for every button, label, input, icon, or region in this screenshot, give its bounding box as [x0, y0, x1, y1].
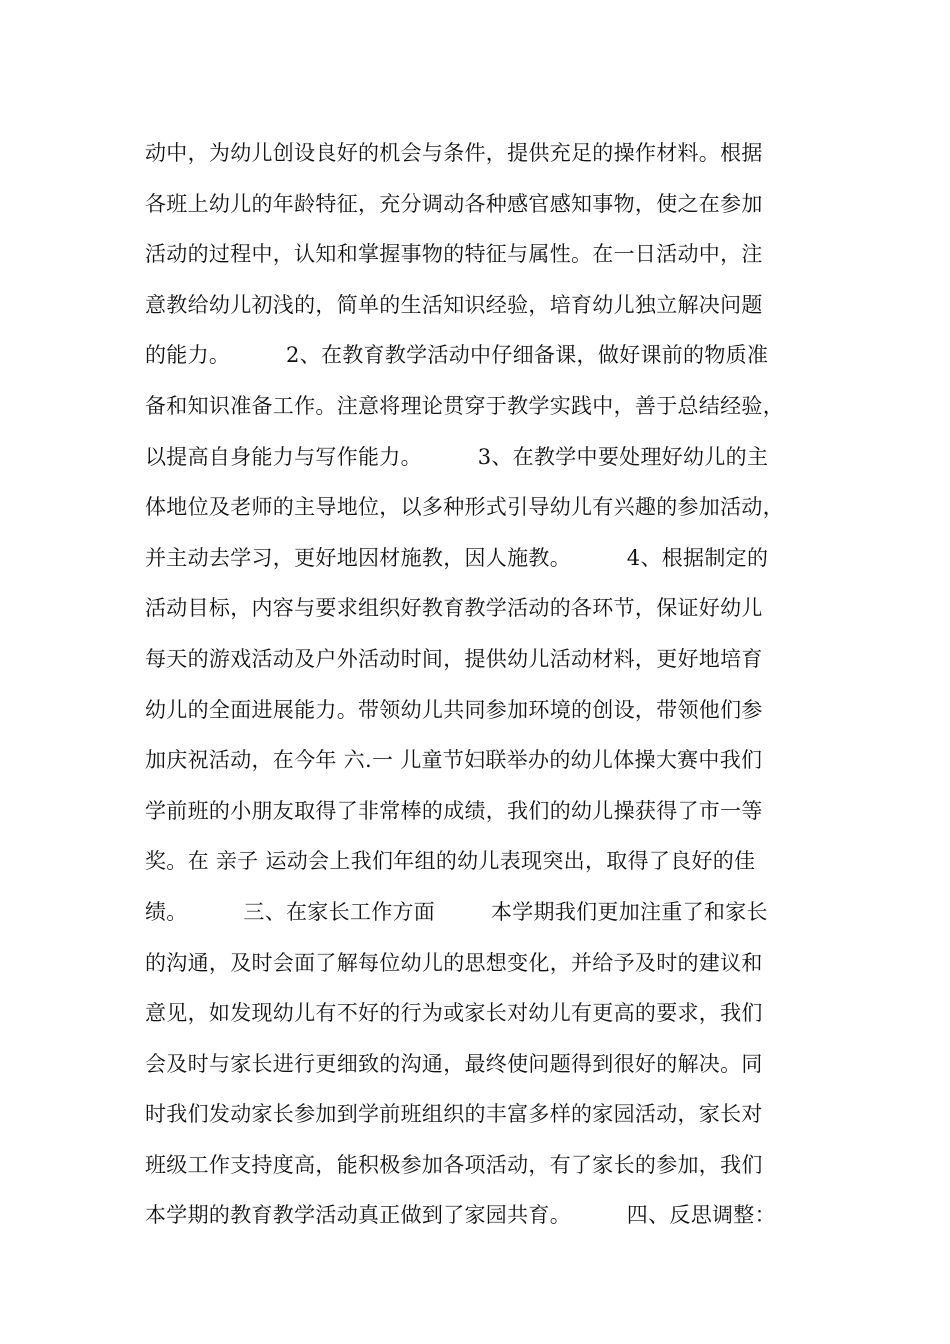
- text-line: 意教给幼儿初浅的，简单的生活知识经验，培育幼儿独立解决问题: [145, 292, 763, 317]
- text-line: 幼儿的全面进展能力。带领幼儿共同参加环境的创设，带领他们参: [145, 697, 763, 722]
- text-line: 活动的过程中，认知和掌握事物的特征与属性。在一日活动中，注: [145, 242, 763, 267]
- text-line: 的沟通，及时会面了解每位幼儿的思想变化，并给予及时的建议和: [145, 950, 763, 975]
- text-line: 并主动去学习，更好地因材施教，因人施教。 4、根据制定的: [145, 545, 769, 570]
- text-line: 意见，如发现幼儿有不好的行为或家长对幼儿有更高的要求，我们: [145, 1001, 763, 1026]
- text-line: 学前班的小朋友取得了非常棒的成绩，我们的幼儿操获得了市一等: [145, 798, 763, 823]
- text-line: 绩。 三、在家长工作方面 本学期我们更加注重了和家长: [145, 899, 768, 924]
- text-line: 的能力。 2、在教育教学活动中仔细备课，做好课前的物质准: [145, 343, 769, 368]
- text-line: 动中，为幼儿创设良好的机会与条件，提供充足的操作材料。根据: [145, 141, 763, 165]
- text-line: 活动目标，内容与要求组织好教育教学活动的各环节，保证好幼儿: [145, 596, 763, 621]
- text-line: 加庆祝活动，在今年 六.一 儿童节妇联举办的幼儿体操大赛中我们: [145, 748, 763, 773]
- text-line: 班级工作支持度高，能积极参加各项活动，有了家长的参加，我们: [145, 1152, 763, 1177]
- text-line: 时我们发动家长参加到学前班组织的丰富多样的家园活动，家长对: [145, 1102, 763, 1127]
- text-line: 每天的游戏活动及户外活动时间，提供幼儿活动材料，更好地培育: [145, 646, 763, 671]
- text-line: 体地位及老师的主导地位，以多种形式引导幼儿有兴趣的参加活动，: [145, 495, 784, 520]
- document-body: [145, 128, 825, 1241]
- text-line: 各班上幼儿的年龄特征，充分调动各种感官感知事物，使之在参加: [145, 191, 763, 216]
- text-line: 备和知识准备工作。注意将理论贯穿于教学实践中，善于总结经验，: [145, 393, 784, 418]
- text-line: 奖。在 亲子 运动会上我们年组的幼儿表现突出，取得了良好的佳: [145, 849, 756, 874]
- text-line: 本学期的教育教学活动真正做到了家园共育。 四、反思调整：: [145, 1203, 776, 1228]
- text-line: 会及时与家长进行更细致的沟通，最终使问题得到很好的解决。同: [145, 1051, 763, 1076]
- text-line: 以提高自身能力与写作能力。 3、在教学中要处理好幼儿的主: [145, 444, 769, 469]
